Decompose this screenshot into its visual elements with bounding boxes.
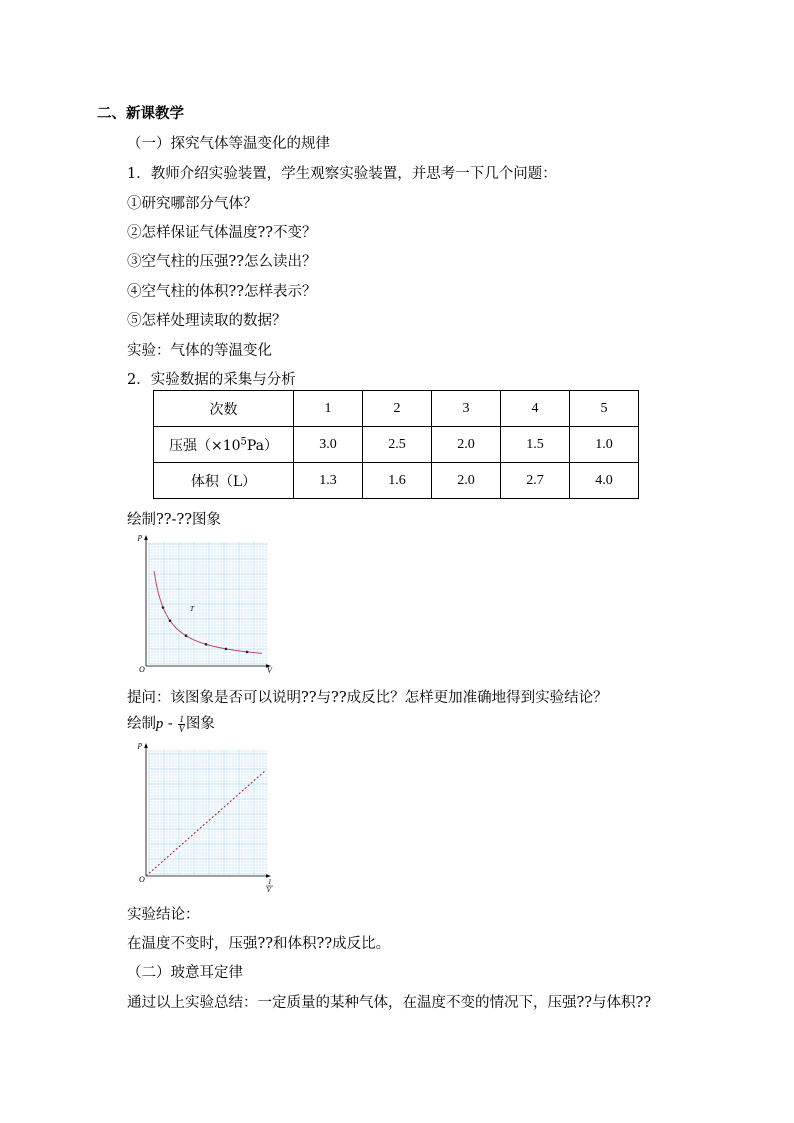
volume-cell: 2.0 (432, 463, 501, 499)
draw-p-inverse-v-label: 绘制p - $\frac{1}{V}$ 图象 (127, 713, 215, 734)
trial-cell: 5 (570, 391, 639, 427)
graph-grid (149, 750, 268, 874)
volume-cell: 1.3 (294, 463, 363, 499)
question-text: 提问：该图象是否可以说明??与??成反比？怎样更加准确地得到实验结论？ (127, 690, 608, 706)
item-1-text: 1．教师介绍实验装置，学生观察实验装置，并思考一下几个问题： (127, 166, 557, 182)
question-2: ②怎样保证气体温度??不变？ (127, 225, 317, 241)
conclusion-text: 在温度不变时，压强??和体积??成反比。 (127, 936, 391, 952)
volume-label: 体积（L） (154, 463, 294, 499)
origin-label: O (139, 665, 145, 674)
trial-cell: 4 (501, 391, 570, 427)
pressure-cell: 1.0 (570, 427, 639, 463)
subsection-1-heading: （一）探究气体等温变化的规律 (127, 136, 330, 152)
question-5: ⑤怎样处理读取的数据？ (127, 313, 287, 329)
data-point (162, 606, 165, 609)
origin-label: O (139, 875, 145, 884)
volume-cell: 1.6 (363, 463, 432, 499)
x-axis-label-denominator: V (266, 886, 271, 893)
data-point (246, 651, 249, 654)
table-row-volume (154, 463, 639, 499)
pressure-cell: 2.5 (363, 427, 432, 463)
data-point (169, 619, 172, 622)
subsection-2-heading: （二）玻意耳定律 (127, 965, 243, 981)
graph-grid (149, 542, 268, 664)
data-point (205, 643, 208, 646)
x-axis-label-numerator: 1 (268, 878, 272, 886)
p-inverse-v-graph (132, 738, 277, 893)
trial-cell: 2 (363, 391, 432, 427)
trial-cell: 3 (432, 391, 501, 427)
experiment-title: 实验：气体的等温变化 (127, 343, 272, 359)
y-axis-label: p (138, 740, 142, 749)
volume-cell: 4.0 (570, 463, 639, 499)
pv-graph (132, 530, 277, 675)
section-heading: 二、新课教学 (97, 105, 184, 122)
data-point (185, 634, 188, 637)
table-row-pressure (154, 427, 639, 463)
question-3: ③空气柱的压强??怎么读出？ (127, 254, 317, 270)
volume-cell: 2.7 (501, 463, 570, 499)
table-row-trials (154, 391, 639, 427)
x-axis-label: V (267, 666, 272, 675)
question-4: ④空气柱的体积??怎样表示？ (127, 284, 317, 300)
table-header-label: 次数 (154, 391, 294, 427)
data-table (153, 390, 639, 499)
pressure-cell: 2.0 (432, 427, 501, 463)
y-axis-arrow-icon (144, 535, 148, 540)
question-1: ①研究哪部分气体？ (127, 196, 258, 212)
pressure-cell: 3.0 (294, 427, 363, 463)
pressure-label: 压强$(\times 10^5Pa)$ (154, 427, 294, 463)
y-axis-arrow-icon (144, 743, 148, 748)
data-point (225, 648, 228, 651)
y-axis-label: p (138, 532, 142, 541)
summary-text: 通过以上实验总结：一定质量的某种气体，在温度不变的情况下，压强??与体积?? (127, 995, 652, 1011)
draw-pv-label: 绘制??-??图象 (127, 512, 221, 528)
conclusion-label: 实验结论： (127, 907, 200, 923)
item-2-text: 2．实验数据的采集与分析 (127, 372, 296, 388)
pressure-cell: 1.5 (501, 427, 570, 463)
trial-cell: 1 (294, 391, 363, 427)
curve-label: T (190, 605, 194, 613)
